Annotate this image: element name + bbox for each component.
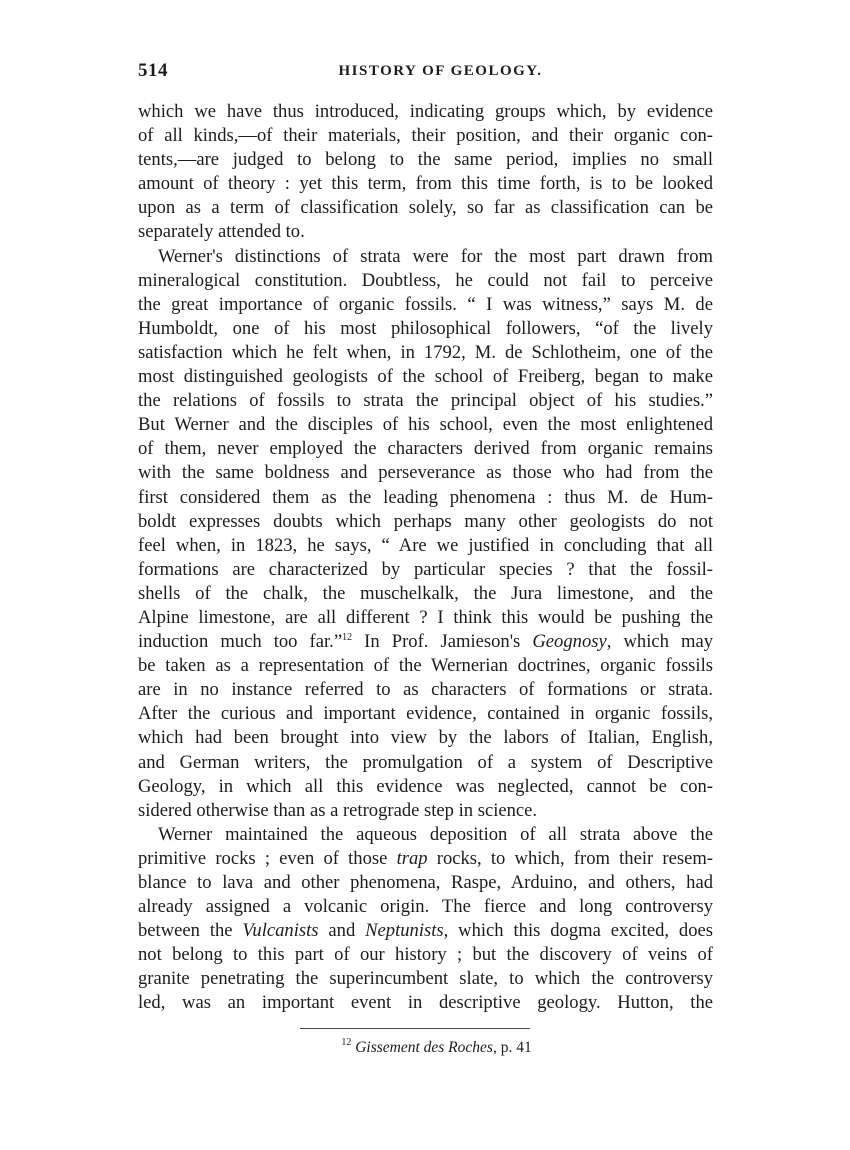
page-number: 514 xyxy=(138,60,168,81)
text-line: sidered otherwise than as a retrograde step in science. xyxy=(138,799,538,821)
text-segment: induction much too far.” xyxy=(138,631,343,653)
text-line: the relations of fossils to strata the principal object of his studies.” xyxy=(138,390,713,412)
footnote-title: Gissement des Roches xyxy=(355,1038,493,1056)
text-line: amount of theory : yet this term, from this time forth, is to be looked xyxy=(138,173,713,195)
text-segment: , which this dogma excited, does xyxy=(443,920,713,942)
text-line: led, was an important event in descriptive geology. Hutton, the xyxy=(138,992,713,1014)
text-segment: In Prof. Jamieson's xyxy=(352,631,533,653)
text-line: Werner maintained the aqueous deposition of all strata above the xyxy=(158,823,713,845)
text-line: feel when, in 1823, he says, “ Are we justified in concluding that all xyxy=(138,534,713,556)
text-line: granite penetrating the superincumbent slate, to which the controversy xyxy=(138,968,713,990)
text-line xyxy=(138,847,713,871)
text-segment: and xyxy=(318,920,366,942)
text-line: After the curious and important evidence, contained in organic fossils, xyxy=(138,703,713,725)
footnote-reference: , p. 41 xyxy=(492,1038,532,1056)
text-line: most distinguished geologists of the school of Freiberg, began to make xyxy=(138,366,713,388)
footnote-marker[interactable]: 12 xyxy=(342,632,353,644)
text-line: of them, never employed the characters derived from organic remains xyxy=(138,438,713,460)
text-line: Geology, in which all this evidence was neglected, cannot be con- xyxy=(138,775,713,797)
text-line: But Werner and the disciples of his school, even the most enlightened xyxy=(138,414,713,436)
text-line: first considered them as the leading phenomena : thus M. de Hum- xyxy=(138,486,713,508)
text-line: Humboldt, one of his most philosophical followers, “of the lively xyxy=(138,317,713,339)
text-line: upon as a term of classification solely, so far as classification can be xyxy=(138,197,713,219)
text-line: of all kinds,—of their materials, their position, and their organic con- xyxy=(138,125,713,147)
text-line: and German writers, the promulgation of a system of Descriptive xyxy=(138,751,713,773)
emphasis: Neptunists xyxy=(365,920,444,942)
emphasis: Vulcanists xyxy=(242,920,319,942)
text-line xyxy=(138,919,713,943)
text-line: mineralogical constitution. Doubtless, he could not fail to perceive xyxy=(138,269,713,291)
text-line: Alpine limestone, are all different ? I think this would be pushing the xyxy=(138,606,713,628)
emphasis: trap xyxy=(396,847,428,869)
text-line: not belong to this part of our history ; but the discovery of veins of xyxy=(138,944,713,966)
footnote-divider xyxy=(300,1028,530,1029)
footnote xyxy=(138,1036,713,1057)
page-header xyxy=(138,56,713,86)
text-line: the great importance of organic fossils. “ I was witness,” says M. de xyxy=(138,293,713,315)
book-page xyxy=(138,56,713,1057)
text-line: formations are characterized by particular species ? that the fossil- xyxy=(138,558,713,580)
text-segment: between the xyxy=(138,920,243,942)
body-text xyxy=(138,100,713,1016)
text-line: Werner's distinctions of strata were for the most part drawn from xyxy=(158,245,713,267)
text-segment: primitive rocks ; even of those xyxy=(138,847,397,869)
text-line: blance to lava and other phenomena, Raspe, Arduino, and others, had xyxy=(138,872,713,893)
paragraph-3 xyxy=(138,823,713,1016)
text-line: separately attended to. xyxy=(138,221,305,243)
text-segment: rocks, to which, from their resem- xyxy=(427,847,713,869)
footnote-number: 12 xyxy=(341,1036,352,1048)
text-line: boldt expresses doubts which perhaps many other geologists do not xyxy=(138,510,713,532)
text-line: are in no instance referred to as characters of formations or strata. xyxy=(138,679,713,701)
text-segment: , which may xyxy=(606,631,714,653)
text-line: tents,—are judged to belong to the same period, implies no small xyxy=(138,149,713,171)
text-line: be taken as a representation of the Wernerian doctrines, organic fossils xyxy=(138,655,713,677)
text-line-with-footnote xyxy=(138,630,713,654)
text-line: shells of the chalk, the muschelkalk, the Jura limestone, and the xyxy=(138,582,713,604)
text-line: which we have thus introduced, indicating groups which, by evidence xyxy=(138,101,713,122)
running-head: HISTORY OF GEOLOGY. xyxy=(338,63,543,79)
text-line: already assigned a volcanic origin. The fierce and long controversy xyxy=(138,896,713,918)
paragraph-1 xyxy=(138,100,713,245)
text-line: satisfaction which he felt when, in 1792, M. de Schlotheim, one of the xyxy=(138,341,713,363)
paragraph-2 xyxy=(138,245,713,823)
text-line: with the same boldness and perseverance as those who had from the xyxy=(138,462,713,484)
book-title: Geognosy xyxy=(532,631,607,653)
text-line: which had been brought into view by the labors of Italian, English, xyxy=(138,727,713,749)
